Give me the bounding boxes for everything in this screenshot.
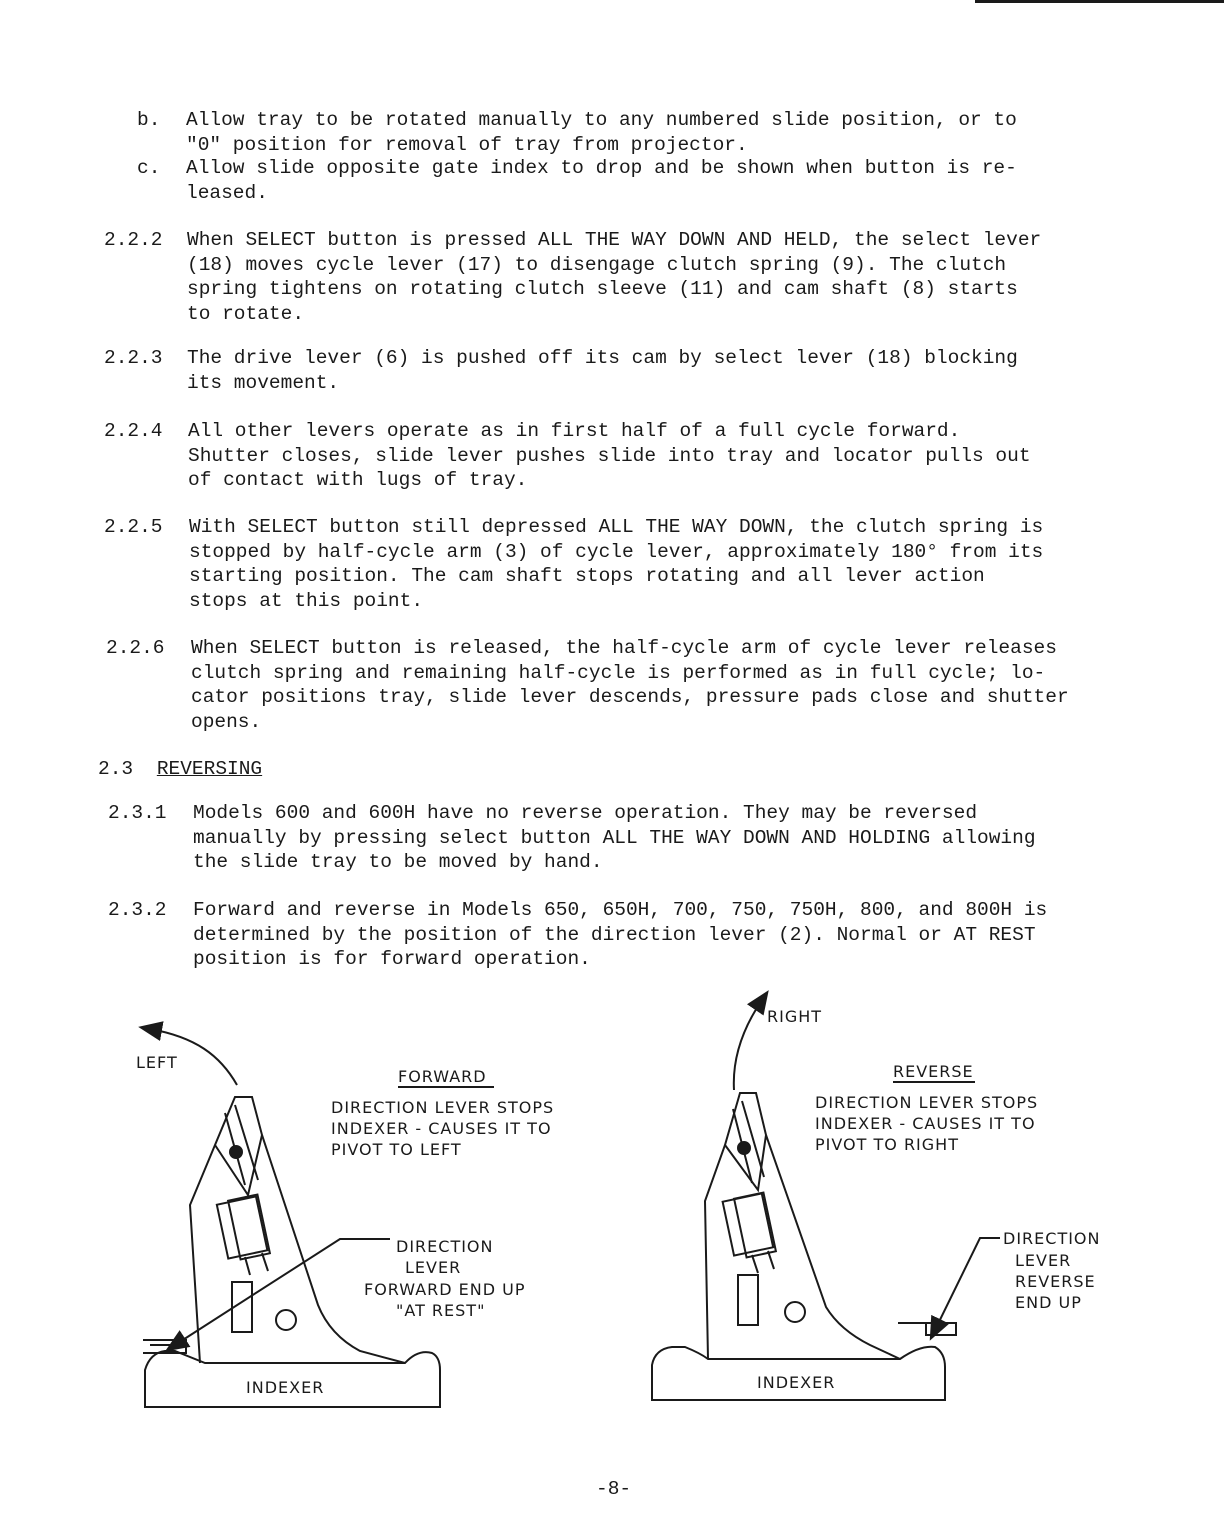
list-item-c (137, 156, 1097, 206)
reverse-callout-line-2: LEVER (1015, 1251, 1072, 1270)
paragraph-text: When SELECT button is pressed ALL THE WAY DOWN AND HELD, the select lever (18) moves cycle lever (17) to disengage clutch spring (9). The clutch spring tightens on rotating clutch sleeve (11) and cam shaft (8) starts to rotate. (187, 229, 1042, 325)
hole (785, 1302, 805, 1322)
pivot-dot (738, 1142, 750, 1154)
right-arrow-label: RIGHT (767, 1007, 823, 1026)
reverse-title: REVERSE (893, 1062, 974, 1081)
section-heading (98, 758, 262, 780)
paragraph-text: Forward and reverse in Models 650, 650H, 700, 750, 750H, 800, and 800H is determined by the position of the direction lever (2). Normal or AT REST position is for forward operation. (193, 899, 1048, 970)
callout-line (935, 1238, 1000, 1330)
forward-title: FORWARD (398, 1067, 487, 1086)
reverse-indexer-label: INDEXER (757, 1373, 836, 1392)
paragraph-text: When SELECT button is released, the half-cycle arm of cycle lever releases clutch spring and remaining half-cycle is performed as in full cycle; lo- cator positions tray, slide lever descends, pressure pads close and shutter opens. (191, 637, 1069, 733)
reverse-caption-line-2: INDEXER - CAUSES IT TO (815, 1114, 1036, 1133)
section-title: REVERSING (156, 758, 263, 780)
top-rule (975, 0, 1224, 3)
paragraph-text: The drive lever (6) is pushed off its cam by select lever (18) blocking its movement. (187, 347, 1018, 394)
reverse-callout-line-4: END UP (1015, 1293, 1082, 1312)
paragraph-number: 2.2.2 (104, 229, 163, 251)
forward-caption-line-2: INDEXER - CAUSES IT TO (331, 1119, 552, 1138)
paragraph-number: 2.2.4 (104, 420, 163, 442)
reverse-caption-line-3: PIVOT TO RIGHT (815, 1135, 959, 1154)
paragraph-number: 2.2.6 (106, 637, 165, 659)
forward-indexer-drawing (143, 1029, 440, 1407)
paragraph-2-3-1 (108, 801, 1108, 876)
indexer-direction-figure (0, 985, 1224, 1425)
reverse-callout-line-3: REVERSE (1015, 1272, 1096, 1291)
indexer-diagrams (0, 985, 1224, 1425)
list-item-b (137, 108, 1097, 158)
slot (738, 1275, 758, 1325)
pivot-dot (230, 1146, 242, 1158)
forward-callout-line-2: LEVER (405, 1258, 462, 1277)
forward-caption-line-1: DIRECTION LEVER STOPS (331, 1098, 555, 1117)
hole (276, 1310, 296, 1330)
paragraph-number: 2.2.5 (104, 516, 163, 538)
item-label: b. (137, 109, 161, 131)
forward-callout-line-1: DIRECTION (396, 1237, 494, 1256)
paragraph-2-2-3 (104, 346, 1104, 396)
section-number: 2.3 (98, 758, 134, 780)
paragraph-2-2-2 (104, 228, 1104, 328)
forward-callout-line-3: FORWARD END UP (364, 1280, 526, 1299)
item-label: c. (137, 157, 161, 179)
page-number: -8- (596, 1478, 632, 1500)
left-arrow-label: LEFT (136, 1053, 178, 1072)
reverse-caption-line-1: DIRECTION LEVER STOPS (815, 1093, 1039, 1112)
right-arrow (734, 1000, 762, 1090)
paragraph-text: All other levers operate as in first half of a full cycle forward. Shutter closes, slide lever pushes slide into tray and locator pulls out of contact with lugs of tray. (188, 420, 1031, 491)
reverse-callout-line-1: DIRECTION (1003, 1229, 1101, 1248)
item-text: Allow slide opposite gate index to drop and be shown when button is re- leased. (186, 157, 1017, 204)
paragraph-number: 2.3.2 (108, 899, 167, 921)
paragraph-text: With SELECT button still depressed ALL THE WAY DOWN, the clutch spring is stopped by half-cycle arm (3) of cycle lever, approximately 180° from its starting position. The cam shaft stops rotating and all lever action stops at this point. (189, 516, 1044, 612)
paragraph-2-3-2 (108, 898, 1108, 973)
reverse-indexer-drawing (652, 1000, 1000, 1400)
forward-indexer-label: INDEXER (246, 1378, 325, 1397)
item-text: Allow tray to be rotated manually to any numbered slide position, or to "0" position for removal of tray from projector. (186, 109, 1017, 156)
paragraph-2-2-4 (104, 419, 1104, 494)
paragraph-2-2-6 (106, 636, 1116, 736)
forward-callout-line-4: "AT REST" (396, 1301, 486, 1320)
paragraph-text: Models 600 and 600H have no reverse operation. They may be reversed manually by pressing select button ALL THE WAY DOWN AND HOLDING allowing the slide tray to be moved by hand. (193, 802, 1036, 873)
paragraph-number: 2.2.3 (104, 347, 163, 369)
paragraph-2-2-5 (104, 515, 1104, 615)
forward-caption-line-3: PIVOT TO LEFT (331, 1140, 462, 1159)
paragraph-number: 2.3.1 (108, 802, 167, 824)
